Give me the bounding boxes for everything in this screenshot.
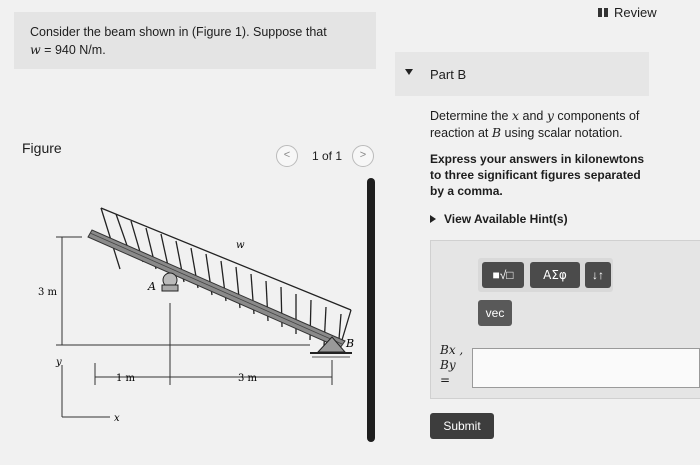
review-icon (598, 8, 608, 17)
beam-diagram (20, 185, 365, 430)
question-line-2: reaction at B using scalar notation. (430, 125, 623, 140)
collapse-caret-icon[interactable] (405, 69, 413, 75)
answer-input[interactable] (472, 348, 700, 388)
greek-symbols-button[interactable]: ΑΣφ (530, 262, 580, 288)
question-line-1: Determine the x and y components of (430, 108, 640, 123)
problem-text: Consider the beam shown in (Figure 1). Suppose that (30, 25, 327, 39)
point-label-a: A (148, 280, 156, 293)
w-value: = 940 N/m. (40, 43, 106, 57)
templates-button[interactable]: ■√□ (482, 262, 524, 288)
review-label: Review (614, 5, 657, 20)
load-label-w: w (236, 240, 245, 251)
submit-button[interactable]: Submit (430, 413, 494, 439)
height-dimension-label: 3 m (38, 287, 58, 298)
figure-scrollbar[interactable] (367, 178, 375, 442)
answer-variable-label: Bx , By = (440, 343, 464, 387)
support-a (162, 273, 178, 291)
answer-instructions: Express your answers in kilonewtons to three significant figures separated by a comma. (430, 152, 645, 198)
review-link[interactable] (598, 5, 657, 20)
next-figure-button[interactable]: > (352, 145, 374, 167)
previous-figure-button[interactable]: < (276, 145, 298, 167)
x-axis-label: x (114, 413, 120, 424)
vector-button[interactable]: vec (478, 300, 512, 326)
view-hints-link[interactable]: View Available Hint(s) (430, 212, 568, 226)
point-label-b: B (346, 337, 355, 350)
figure-pager-text: 1 of 1 (312, 149, 343, 163)
expand-caret-icon (430, 215, 436, 223)
w-symbol: w (30, 42, 41, 57)
span-2-dimension-label: 3 m (238, 373, 258, 384)
span-1-dimension-label: 1 m (116, 373, 136, 384)
part-title: Part B (430, 67, 467, 82)
undo-redo-button[interactable]: ↓↑ (585, 262, 611, 288)
problem-statement-panel (14, 12, 376, 69)
y-axis-label: y (56, 357, 62, 368)
problem-given-value (30, 42, 106, 57)
figure-label: Figure (22, 140, 62, 156)
